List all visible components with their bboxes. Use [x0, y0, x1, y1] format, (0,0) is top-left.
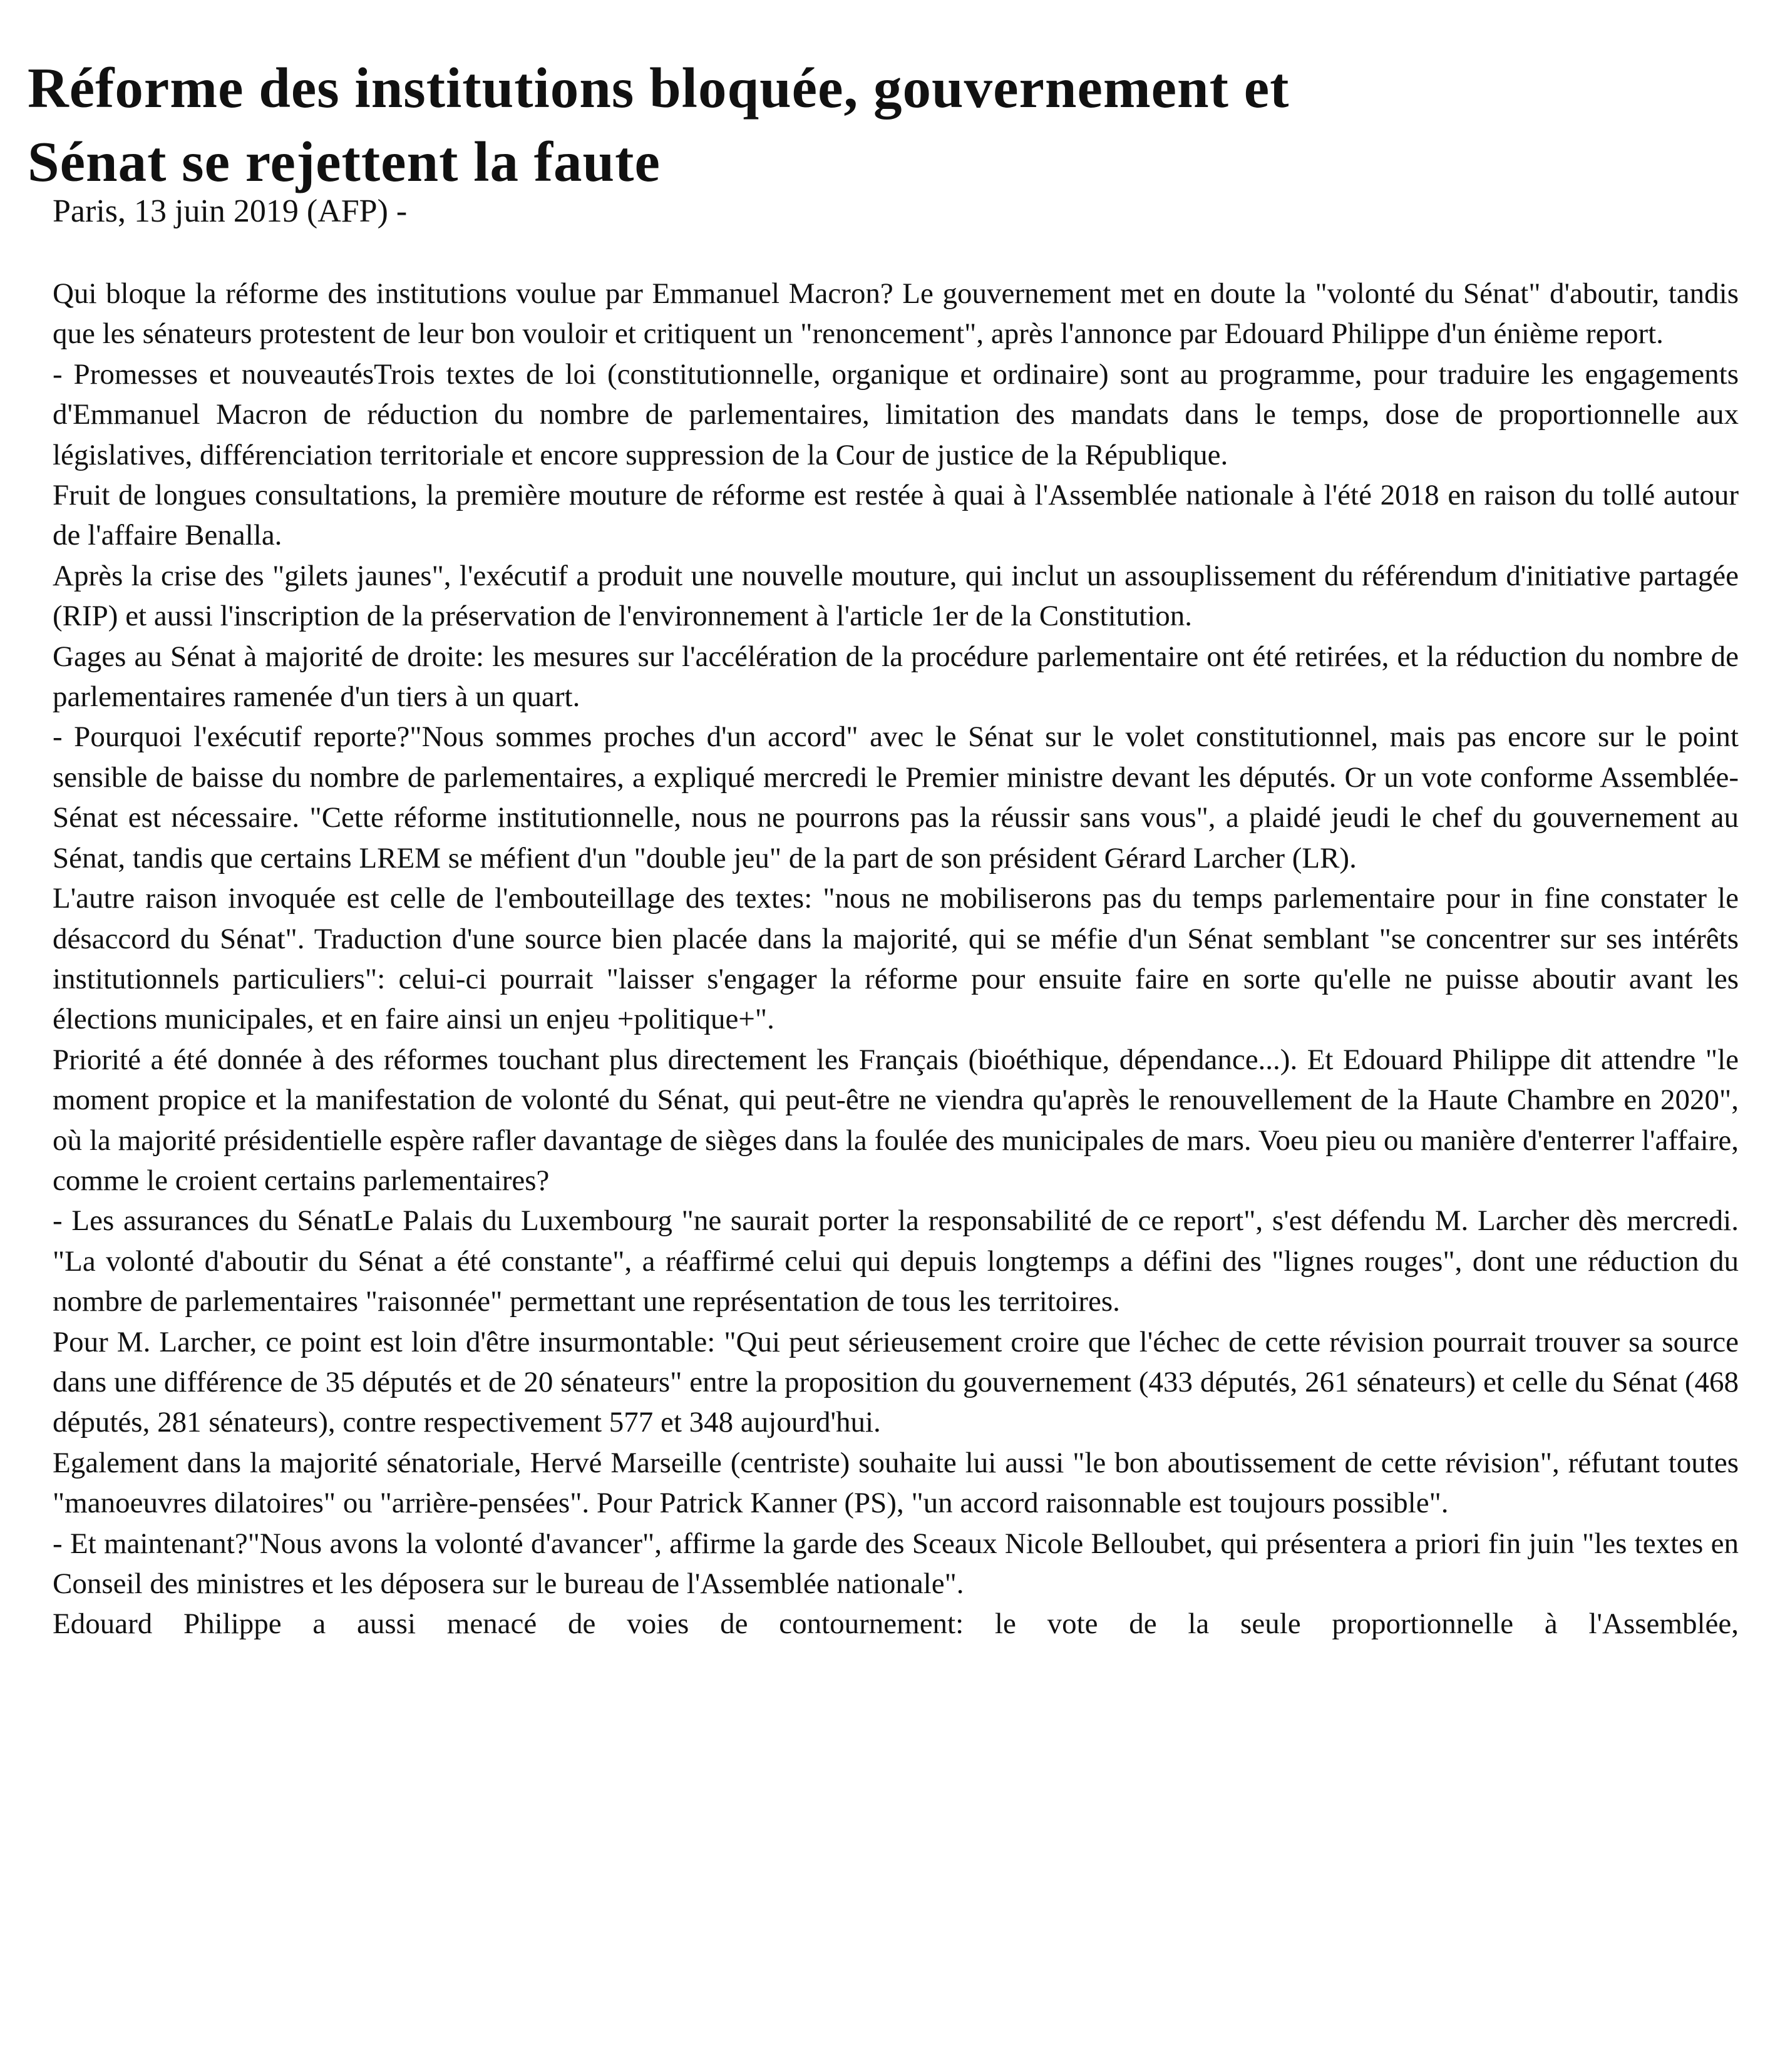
article-headline: [28, 51, 1718, 199]
article-paragraph-11: Egalement dans la majorité sénatoriale, Hervé Marseille (centriste) souhaite lui aussi "le bon aboutissement de cette révision", réfutant toutes "manoeuvres dilatoires" ou "arrière-pensées". Pour Patrick Kanner (PS), "un accord raisonnable est toujours possible".: [53, 1446, 1739, 1520]
headline-line-2: Sénat se rejettent la faute: [28, 130, 661, 193]
article-paragraph-13: Edouard Philippe a aussi menacé de voies de contournement: le vote de la seule proportionnelle à l'Assemblée,: [53, 1608, 1739, 1641]
article-paragraph-8: Priorité a été donnée à des réformes touchant plus directement les Français (bioéthique, dépendance...). Et Edouard Philippe dit attendre "le moment propice et la manifestation de volonté du Sénat, qui peut-être ne viendra qu'après le renouvellement de la Haute Chambre en 2020", où la majorité présidentielle espère rafler davantage de sièges dans la foulée des municipales de mars. Voeu pieu ou manière d'enterrer l'affaire, comme le croient certains parlementaires?: [53, 1043, 1739, 1197]
article-paragraph-6: - Pourquoi l'exécutif reporte?"Nous sommes proches d'un accord" avec le Sénat sur le volet constitutionnel, mais pas encore sur le point sensible de baisse du nombre de parlementaires, a expliqué mercredi le Premier ministre devant les députés. Or un vote conforme Assemblée-Sénat est nécessaire. "Cette réforme institutionnelle, nous ne pourrons pas la réussir sans vous", a plaidé jeudi le chef du gouvernement au Sénat, tandis que certains LREM se méfient d'un "double jeu" de la part de son président Gérard Larcher (LR).: [53, 721, 1739, 874]
article-paragraph-5: Gages au Sénat à majorité de droite: les mesures sur l'accélération de la procédure parlementaire ont été retirées, et la réduction du nombre de parlementaires ramenée d'un tiers à un quart.: [53, 640, 1739, 714]
article-paragraph-7: L'autre raison invoquée est celle de l'embouteillage des textes: "nous ne mobiliserons pas du temps parlementaire pour in fine constater le désaccord du Sénat". Traduction d'une source bien placée dans la majorité, qui se méfie d'un Sénat semblant "se concentrer sur ses intérêts institutionnels particuliers": celui-ci pourrait "laisser s'engager la réforme pour ensuite faire en sorte qu'elle ne puisse aboutir avant les élections municipales, et en faire ainsi un enjeu +politique+".: [53, 882, 1739, 1036]
article-paragraph-10: Pour M. Larcher, ce point est loin d'être insurmontable: "Qui peut sérieusement croire que l'échec de cette révision pourrait trouver sa source dans une différence de 35 députés et de 20 sénateurs" entre la proposition du gouvernement (433 députés, 261 sénateurs) et celle du Sénat (468 députés, 281 sénateurs), contre respectivement 577 et 348 aujourd'hui.: [53, 1325, 1739, 1439]
article-paragraph-9: - Les assurances du SénatLe Palais du Luxembourg "ne saurait porter la responsabilité de ce report", s'est défendu M. Larcher dès mercredi. "La volonté d'aboutir du Sénat a été constante", a réaffirmé celui qui depuis longtemps a défini des "lignes rouges", dont une réduction du nombre de parlementaires "raisonnée" permettant une représentation de tous les territoires.: [53, 1204, 1739, 1318]
article-paragraph-12: - Et maintenant?"Nous avons la volonté d'avancer", affirme la garde des Sceaux Nicole Belloubet, qui présentera a priori fin juin "les textes en Conseil des ministres et les déposera sur le bureau de l'Assemblée nationale".: [53, 1527, 1739, 1600]
article-paragraph-1: Qui bloque la réforme des institutions voulue par Emmanuel Macron? Le gouvernement met en doute la "volonté du Sénat" d'aboutir, tandis que les sénateurs protestent de leur bon vouloir et critiquent un "renoncement", après l'annonce par Edouard Philippe d'un énième report.: [53, 277, 1739, 351]
article-paragraph-2: - Promesses et nouveautésTrois textes de loi (constitutionnelle, organique et ordinaire) sont au programme, pour traduire les engagements d'Emmanuel Macron de réduction du nombre de parlementaires, limitation des mandats dans le temps, dose de proportionnelle aux législatives, différenciation territoriale et encore suppression de la Cour de justice de la République.: [53, 357, 1739, 471]
article-paragraph-4: Après la crise des "gilets jaunes", l'exécutif a produit une nouvelle mouture, qui inclut un assouplissement du référendum d'initiative partagée (RIP) et aussi l'inscription de la préservation de l'environnement à l'article 1er de la Constitution.: [53, 559, 1739, 633]
article-body: [53, 274, 1739, 1644]
article-dateline: Paris, 13 juin 2019 (AFP) -: [53, 193, 408, 229]
article-paragraph-3: Fruit de longues consultations, la première mouture de réforme est restée à quai à l'Assemblée nationale à l'été 2018 en raison du tollé autour de l'affaire Benalla.: [53, 479, 1739, 552]
headline-line-1: Réforme des institutions bloquée, gouvernement et: [28, 56, 1290, 120]
